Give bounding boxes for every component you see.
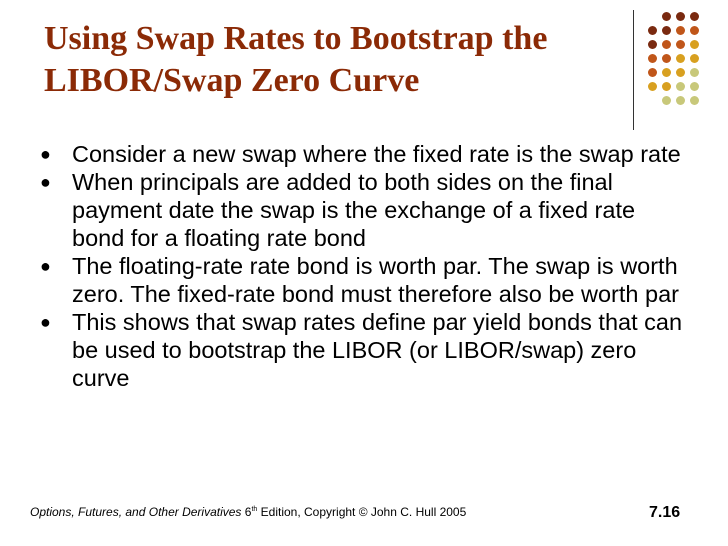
bullet-item: [38, 168, 688, 252]
slide-title-line-1: Using Swap Rates to Bootstrap the: [44, 20, 548, 57]
footer-book-title: Options, Futures, and Other Derivatives: [30, 505, 242, 519]
decorative-dot: [662, 82, 671, 91]
decorative-dot: [676, 12, 685, 21]
bullet-text: This shows that swap rates define par yield bonds that can be used to bootstrap the LIBOR (or LIBOR/swap) zero curve: [72, 309, 683, 391]
bullet-item: [38, 140, 688, 168]
bullet-item: [38, 252, 688, 308]
footer-copyright: Edition, Copyright © John C. Hull 2005: [260, 505, 467, 519]
bullet-icon: ●: [40, 144, 51, 164]
decorative-dot: [662, 96, 671, 105]
decorative-dot: [648, 82, 657, 91]
decorative-dot: [676, 26, 685, 35]
footer-edition-suffix: th: [251, 506, 258, 513]
decorative-dot: [676, 96, 685, 105]
slide-title-line-2: LIBOR/Swap Zero Curve: [44, 62, 420, 99]
bullet-icon: ●: [40, 172, 51, 192]
decorative-dot: [690, 12, 699, 21]
decorative-dot: [648, 26, 657, 35]
slide-title: [44, 18, 644, 102]
footer-citation: [30, 505, 466, 519]
decorative-divider: [633, 10, 634, 130]
decorative-dot: [648, 68, 657, 77]
decorative-dot: [690, 40, 699, 49]
decorative-dot: [690, 26, 699, 35]
decorative-dot: [648, 54, 657, 63]
decorative-dot: [690, 68, 699, 77]
bullet-list: [38, 140, 688, 392]
decorative-dot: [662, 26, 671, 35]
bullet-icon: ●: [40, 312, 51, 332]
decorative-dot: [690, 54, 699, 63]
decorative-dot: [676, 40, 685, 49]
decorative-dot: [690, 82, 699, 91]
decorative-dot: [676, 82, 685, 91]
bullet-text: Consider a new swap where the fixed rate is the swap rate: [72, 141, 681, 167]
decorative-dot: [676, 54, 685, 63]
slide-number: 7.16: [649, 504, 681, 521]
decorative-dot: [662, 12, 671, 21]
bullet-text: When principals are added to both sides on the final payment date the swap is the exchange of a fixed rate bond for a floating rate bond: [72, 169, 636, 251]
bullet-text: The floating-rate rate bond is worth par. The swap is worth zero. The fixed-rate bond must therefore also be worth par: [72, 253, 679, 307]
bullet-icon: ●: [40, 256, 51, 276]
decorative-dot: [648, 40, 657, 49]
decorative-dot: [662, 40, 671, 49]
decorative-dot: [662, 54, 671, 63]
decorative-dot: [676, 68, 685, 77]
footer-edition-number: 6: [244, 505, 252, 519]
bullet-item: [38, 308, 688, 392]
decorative-dot: [690, 96, 699, 105]
decorative-dot: [662, 68, 671, 77]
